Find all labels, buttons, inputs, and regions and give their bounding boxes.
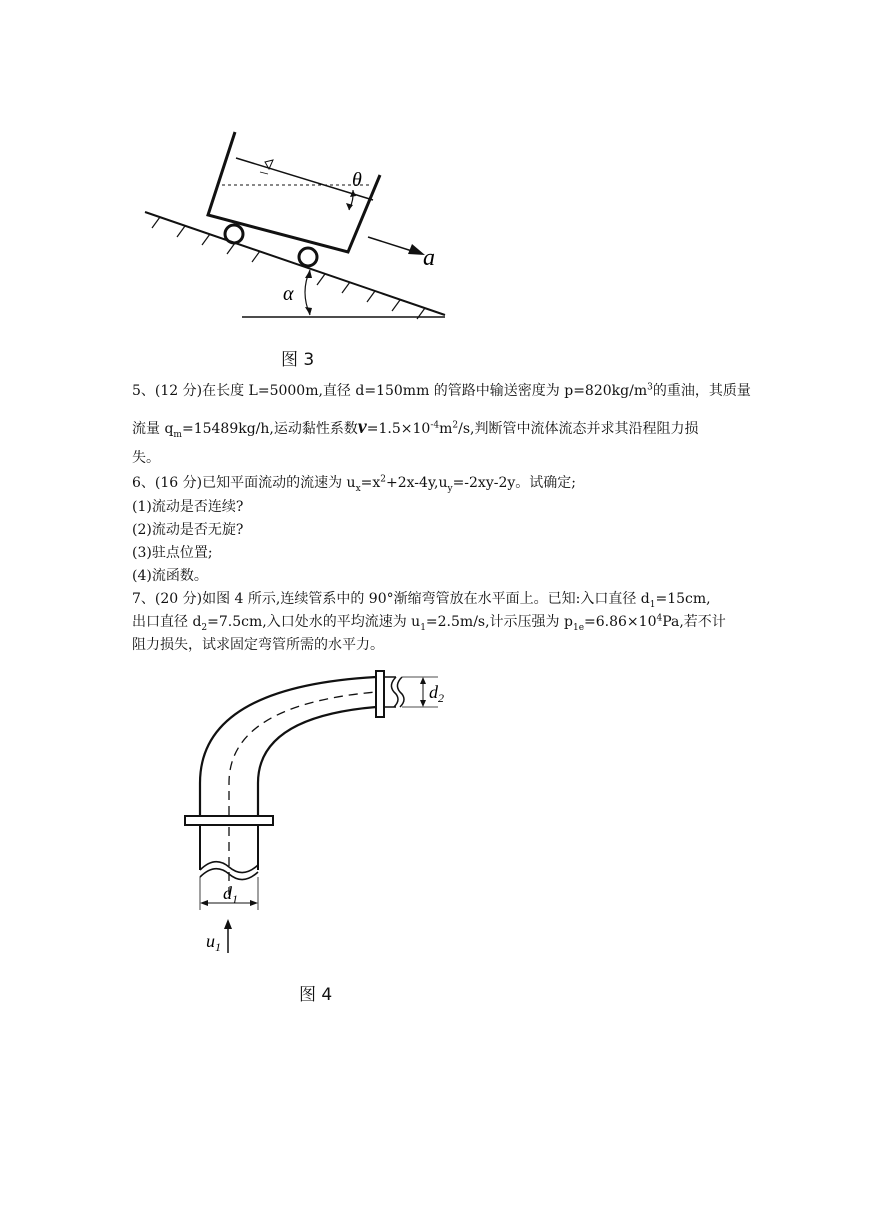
q6-item-4: (4)流函数。 [132, 568, 208, 584]
q6-item-3: (3)驻点位置; [132, 545, 213, 561]
q6-item-2: (2)流动是否无旋? [132, 522, 244, 538]
q7-line1: 7、(20 分)如图 4 所示,连续管系中的 90°渐缩弯管放在水平面上。已知:入口直径 $d_1=15cm$, [132, 591, 711, 610]
theta-label: θ [352, 169, 362, 191]
q6-item-1: (1)流动是否连续? [132, 499, 244, 515]
wheel-left [225, 225, 243, 243]
alpha-label: α [283, 283, 294, 305]
q5-line1: 5、(12 分)在长度 L=5000m,直径 d=150mm 的管路中输送密度为 $p=820kg/m^3$的重油，其质量 [132, 382, 751, 399]
acceleration-label: a [423, 245, 435, 271]
tank-outline [208, 132, 380, 252]
d1-label: $d_1$ [223, 883, 238, 906]
reducing-bend-diagram [180, 665, 460, 955]
wheel-right [299, 248, 317, 266]
u1-label: $u_1$ [206, 931, 221, 954]
nu-symbol: ν [357, 416, 367, 438]
d2-label: $d_2$ [429, 682, 444, 705]
figure-4 [180, 665, 460, 955]
q5-line2: 流量 $q_m=15489kg/h$,运动黏性系数$\nu=1.5\times 10^{-4}m^2/s$,判断管中流体流态并求其沿程阻力损 [132, 416, 699, 440]
tank-on-incline-diagram [140, 120, 470, 325]
q5-line3: 失。 [132, 450, 160, 466]
q7-line2: 出口直径 $d_2=7.5cm$,入口处水的平均流速为 $u_1=2.5m/s$,计示压强为 $p_{1e}=6.86\times 10^4Pa$,若不计 [132, 613, 726, 633]
figure-3-caption: 图 3 [281, 350, 315, 370]
q7-line3: 阻力损失，试求固定弯管所需的水平力。 [132, 637, 384, 653]
figure-4-caption: 图 4 [299, 985, 333, 1005]
q6-line1: 6、(16 分)已知平面流动的流速为 $u_x=x^2+2x-4y,u_y=-2xy-2y$。试确定; [132, 474, 576, 494]
figure-3 [140, 120, 470, 325]
